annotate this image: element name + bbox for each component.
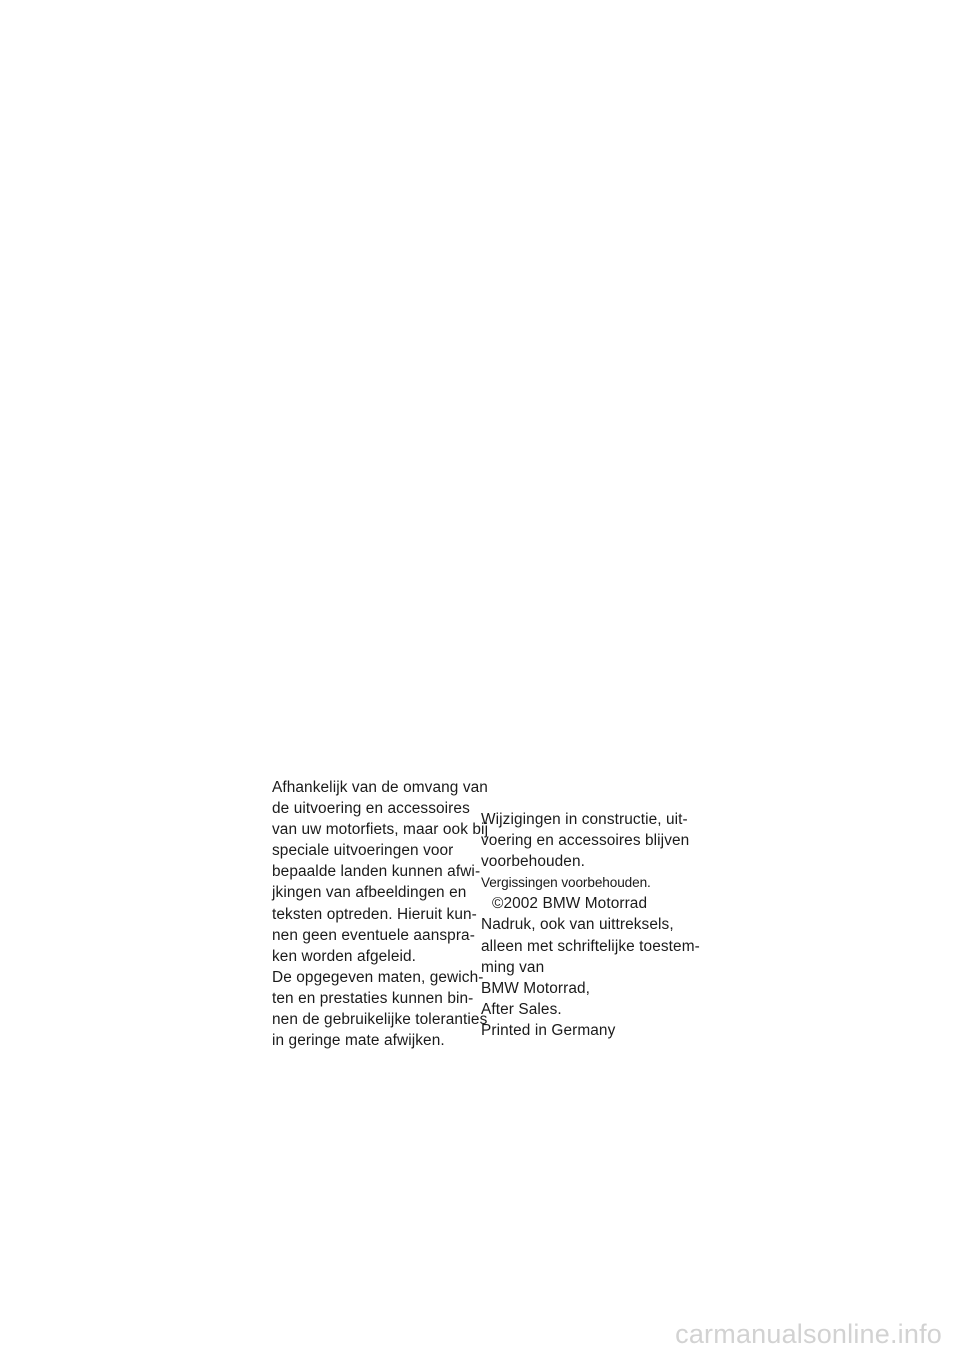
disclaimer-line: de uitvoering en accessoires	[272, 800, 470, 818]
copyright-notice: ©2002 BMW Motorrad	[492, 895, 648, 913]
disclaimer-line: teksten optreden. Hieruit kun-	[272, 905, 477, 923]
disclaimer-line: van uw motorfiets, maar ook bij	[272, 821, 489, 839]
copyright-line: Wijzigingen in constructie, uit-	[481, 811, 688, 828]
disclaimer-line: nen geen eventuele aanspra-	[272, 926, 475, 944]
copyright-line: Nadruk, ook van uittreksels,	[481, 916, 674, 934]
disclaimer-line: bepaalde landen kunnen afwi-	[272, 863, 481, 881]
printed-in-line: Printed in Germany	[481, 1021, 616, 1039]
disclaimer-line: ken worden afgeleid.	[272, 947, 417, 965]
copyright-line: voering en accessoires blijven	[481, 832, 690, 850]
disclaimer-line: jkingen van afbeeldingen en	[272, 884, 467, 902]
disclaimer-line: Afhankelijk van de omvang van	[272, 779, 488, 796]
site-watermark: carmanualsonline.info	[675, 1319, 942, 1349]
copyright-line: Vergissingen voorbehouden.	[481, 875, 651, 891]
copyright-text-block	[481, 809, 700, 1041]
disclaimer-line: De opgegeven maten, gewich-	[272, 968, 484, 986]
disclaimer-line: in geringe mate afwijken.	[272, 1032, 445, 1050]
copyright-line: BMW Motorrad,	[481, 979, 591, 997]
copyright-line: ming van	[481, 958, 545, 976]
copyright-line: voorbehouden.	[481, 853, 585, 871]
disclaimer-line: nen de gebruikelijke toleranties	[272, 1011, 488, 1029]
copyright-line: After Sales.	[481, 1000, 562, 1018]
disclaimer-text-block	[272, 777, 489, 1051]
copyright-line: alleen met schriftelijke toestem-	[481, 937, 700, 955]
disclaimer-line: ten en prestaties kunnen bin-	[272, 989, 474, 1007]
disclaimer-line: speciale uitvoeringen voor	[272, 842, 454, 860]
